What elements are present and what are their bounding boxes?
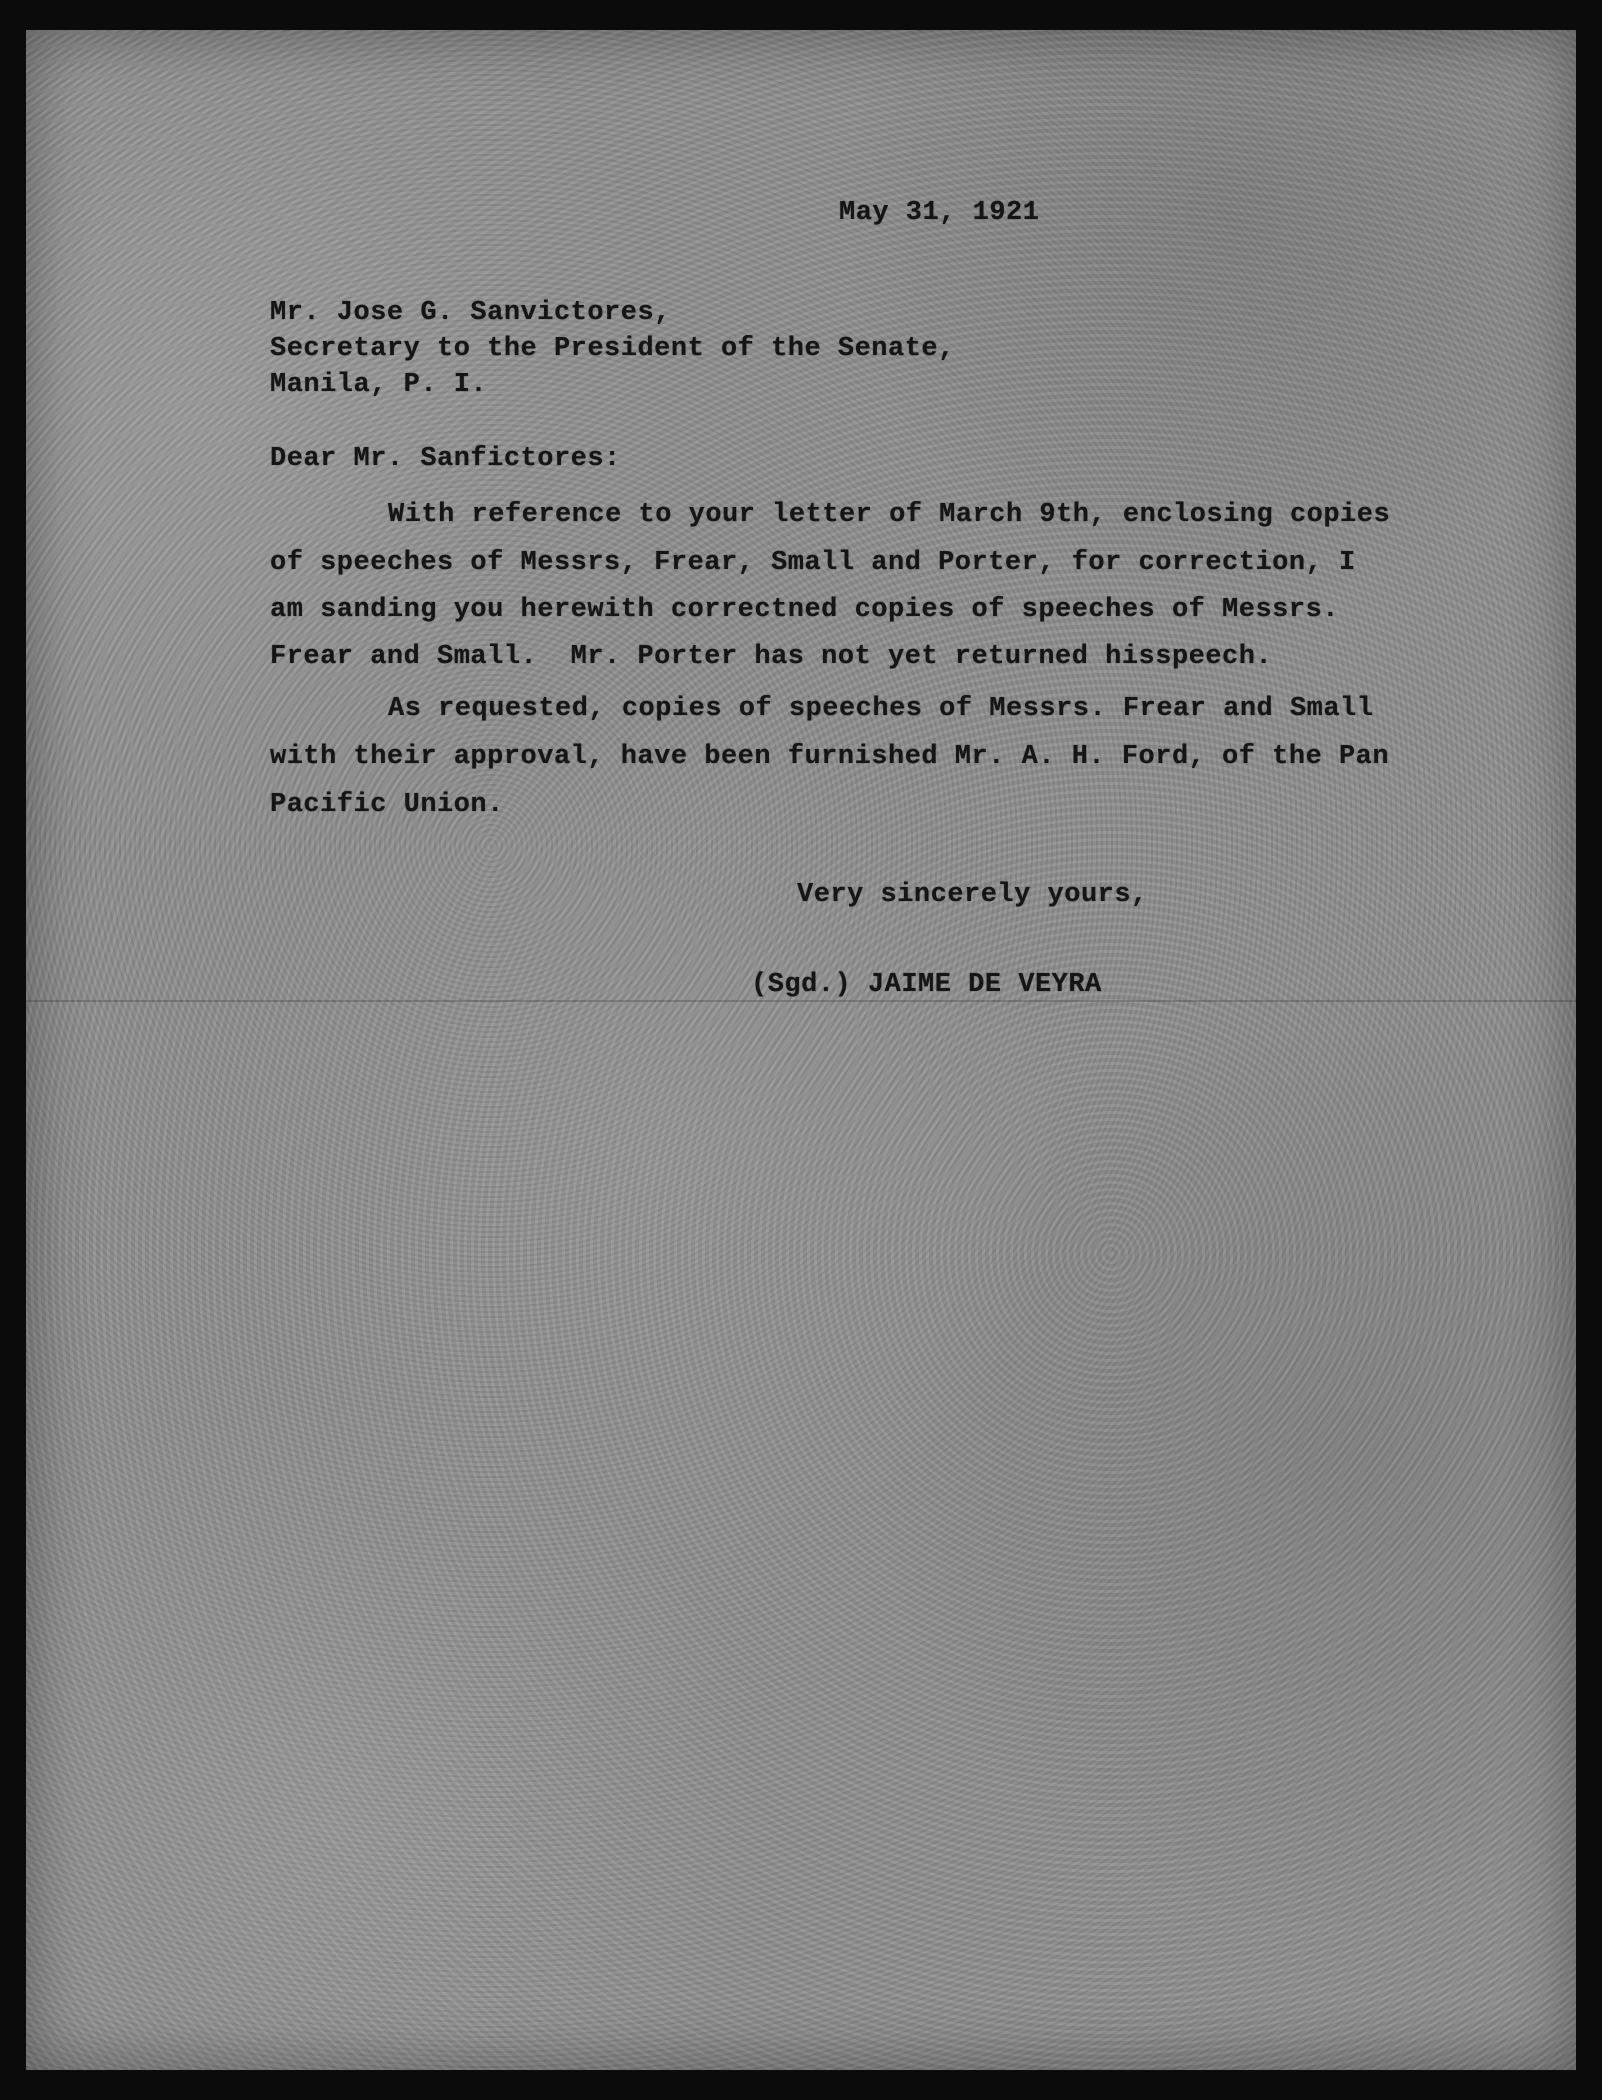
recipient-name: Mr. Jose G. Sanvictores,	[270, 298, 671, 328]
paragraph-1-line: of speeches of Messrs, Frear, Small and Porter, for correction, I	[270, 548, 1356, 578]
letter-page	[26, 30, 1576, 2070]
paragraph-2-line: with their approval, have been furnished Mr. A. H. Ford, of the Pan	[270, 742, 1390, 772]
salutation: Dear Mr. Sanfictores:	[270, 444, 621, 474]
paragraph-2-line: As requested, copies of speeches of Messrs. Frear and Small	[388, 694, 1374, 724]
closing: Very sincerely yours,	[797, 880, 1148, 910]
paragraph-1-line: With reference to your letter of March 9th, enclosing copies	[388, 500, 1391, 530]
paragraph-1-line: Frear and Small. Mr. Porter has not yet returned hisspeech.	[270, 642, 1273, 672]
recipient-title: Secretary to the President of the Senate,	[270, 334, 955, 364]
letter-date: May 31, 1921	[839, 198, 1040, 228]
paragraph-1-line: am sanding you herewith correctned copies of speeches of Messrs.	[270, 595, 1339, 625]
signature-line: (Sgd.) JAIME DE VEYRA	[751, 970, 1102, 1000]
fold-line	[26, 1000, 1576, 1002]
paragraph-2-line: Pacific Union.	[270, 790, 504, 820]
recipient-location: Manila, P. I.	[270, 370, 488, 400]
